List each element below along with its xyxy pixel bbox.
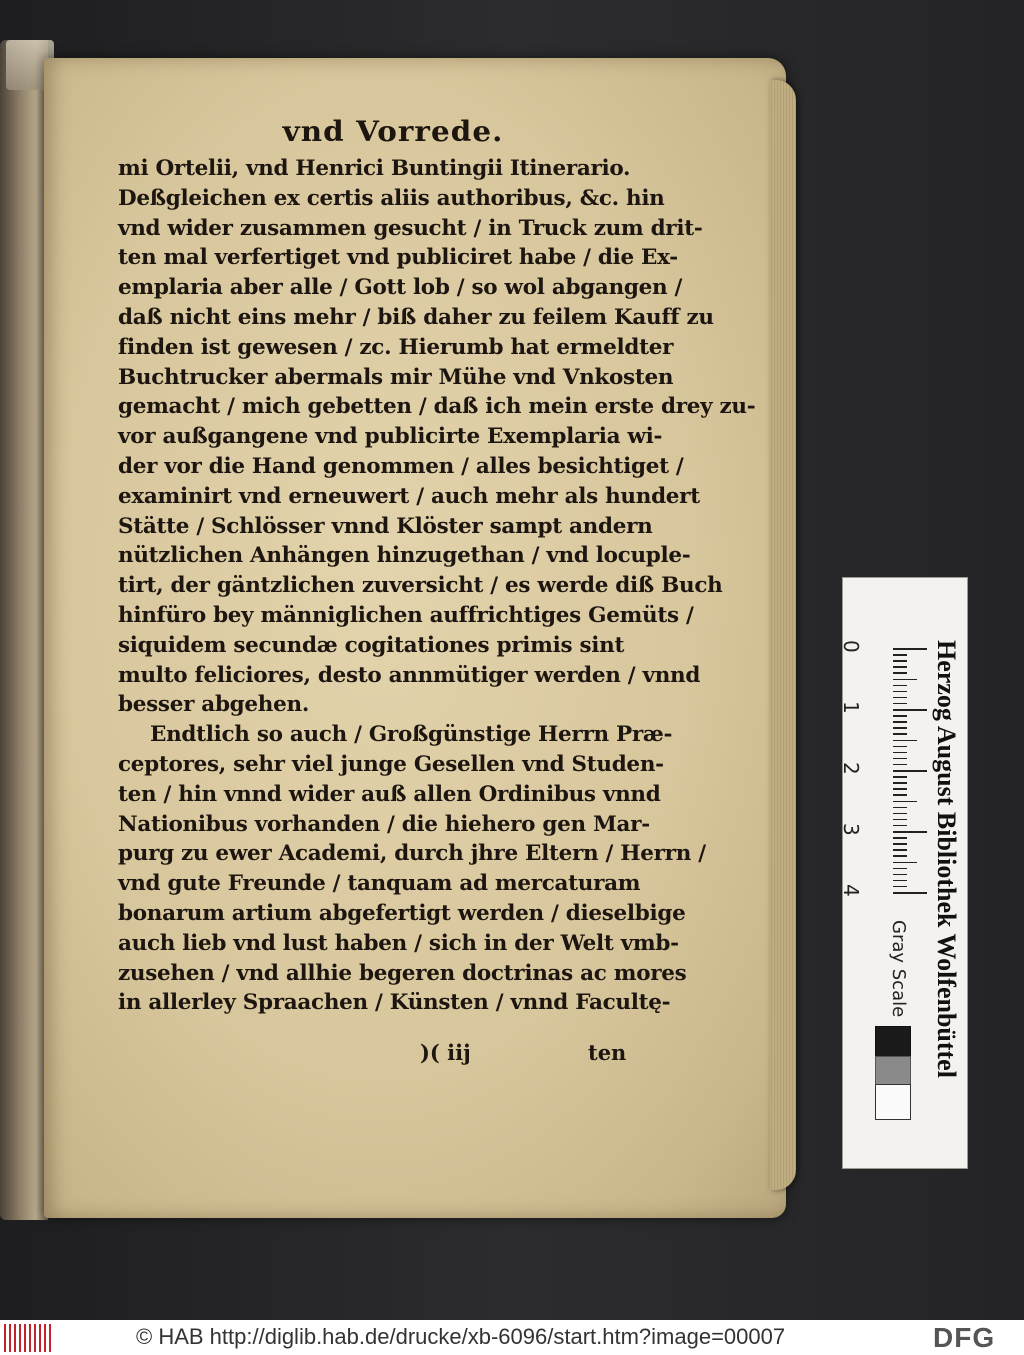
ruler-tick — [893, 764, 907, 766]
ruler-tick — [893, 740, 917, 742]
ruler-tick — [893, 843, 907, 845]
page-edges — [770, 80, 796, 1190]
running-head: vnd Vorrede. — [282, 115, 504, 148]
ruler-tick — [893, 782, 907, 784]
ruler-tick — [893, 746, 907, 748]
text-line: Deßgleichen ex certis aliis authoribus, &c. hin — [118, 185, 665, 211]
text-line: tirt, der gäntzlichen zuversicht / es werde diß Buch — [118, 573, 723, 599]
ruler-number: 0 — [839, 640, 863, 653]
ruler-tick — [893, 825, 907, 827]
ruler-tick — [893, 654, 907, 656]
text-line: Nationibus vorhanden / die hiehero gen Mar- — [118, 811, 650, 837]
ruler-tick — [893, 831, 927, 833]
ruler-number: 3 — [839, 823, 863, 836]
ruler-tick — [893, 855, 907, 857]
text-line: gemacht / mich gebetten / daß ich mein erste drey zu- — [118, 394, 756, 420]
color-scale-card — [839, 577, 968, 1169]
ruler-tick — [893, 685, 907, 687]
ruler-number: 4 — [839, 884, 863, 897]
ruler-tick — [893, 813, 907, 815]
credit-text: © HAB http://diglib.hab.de/drucke/xb-6096/start.htm?image=00007 — [136, 1324, 786, 1349]
credit-bar — [0, 1320, 1024, 1355]
ruler-tick — [893, 868, 907, 870]
ruler-tick — [893, 807, 907, 809]
page-footer — [420, 1040, 627, 1065]
ruler-tick — [893, 727, 907, 729]
text-line: nützlichen Anhängen hinzugethan / vnd locuple- — [118, 543, 691, 569]
ruler-tick — [893, 788, 907, 790]
text-line: vnd gute Freunde / tanquam ad mercaturam — [118, 871, 641, 897]
ruler-scale — [839, 640, 905, 898]
hab-logo-icon — [4, 1324, 54, 1352]
ruler-tick — [893, 752, 907, 754]
text-line: siquidem secundæ cogitationes primis sint — [118, 632, 625, 658]
text-line: in allerley Spraachen / Künsten / vnnd Facultę- — [118, 990, 671, 1016]
catchword: ten — [588, 1040, 627, 1065]
ruler-tick — [893, 758, 907, 760]
ruler-tick — [893, 679, 917, 681]
ruler-tick — [893, 886, 907, 888]
text-line: auch lieb vnd lust haben / sich in der Welt vmb- — [118, 930, 679, 956]
text-line: Stätte / Schlösser vnnd Klöster sampt andern — [118, 513, 653, 539]
gray-patch — [875, 1056, 911, 1086]
text-line: der vor die Hand genommen / alles besichtiget / — [118, 453, 684, 479]
ruler-tick — [893, 691, 907, 693]
ruler-tick — [893, 672, 907, 674]
ruler-tick — [893, 794, 907, 796]
black-patch — [875, 1026, 911, 1058]
ruler-tick — [893, 648, 927, 650]
gray-scale-label: Gray Scale — [888, 920, 909, 1018]
ruler-tick — [893, 703, 907, 705]
book-binding — [0, 40, 48, 1220]
text-line: bonarum artium abgefertigt werden / dieselbige — [118, 900, 686, 926]
text-line: vor außgangene vnd publicirte Exemplaria wi- — [118, 424, 663, 450]
institution-label: Herzog August Bibliothek Wolfenbüttel — [932, 640, 961, 1078]
page-text — [118, 115, 756, 1018]
text-line: Endtlich so auch / Großgünstige Herrn Præ- — [150, 722, 673, 748]
ruler-tick — [893, 862, 917, 864]
ruler-tick — [893, 660, 907, 662]
ruler-tick — [893, 776, 907, 778]
text-line: mi Ortelii, vnd Henrici Buntingii Itinerario. — [118, 156, 631, 181]
text-line: hinfüro bey männiglichen auffrichtiges Gemüts / — [118, 602, 694, 628]
text-line: zusehen / vnd allhie begeren doctrinas ac mores — [118, 960, 687, 986]
ruler-tick — [893, 697, 907, 699]
white-patch — [875, 1084, 911, 1120]
text-line: ten / hin vnnd wider auß allen Ordinibus vnnd — [118, 781, 661, 807]
text-line: emplaria aber alle / Gott lob / so wol abgangen / — [118, 275, 683, 301]
signature-mark: )( iij — [420, 1040, 471, 1065]
ruler-number: 2 — [839, 762, 863, 775]
ruler-tick — [893, 874, 907, 876]
text-line: ten mal verfertiget vnd publiciret habe / die Ex- — [118, 245, 678, 271]
dfg-logo: DFG — [933, 1322, 996, 1353]
ruler-tick — [893, 721, 907, 723]
text-line: besser abgehen. — [118, 692, 310, 718]
ruler-tick — [893, 849, 907, 851]
text-line: daß nicht eins mehr / biß daher zu feilem Kauff zu — [118, 304, 714, 330]
text-line: finden ist gewesen / zc. Hierumb hat ermeldter — [118, 334, 674, 360]
ruler-tick — [893, 837, 907, 839]
ruler-tick — [893, 770, 927, 772]
text-line: Buchtrucker abermals mir Mühe vnd Vnkosten — [118, 364, 674, 390]
ruler-tick — [893, 733, 907, 735]
ruler-tick — [893, 892, 927, 894]
ruler-tick — [893, 801, 917, 803]
text-line: purg zu ewer Academi, durch jhre Eltern / Herrn / — [118, 841, 706, 867]
text-line: vnd wider zusammen gesucht / in Truck zum drit- — [118, 215, 703, 241]
text-line: multo feliciores, desto annmütiger werden / vnnd — [118, 662, 701, 688]
ruler-tick — [893, 819, 907, 821]
ruler-number: 1 — [839, 701, 863, 714]
text-line: ceptores, sehr viel junge Gesellen vnd Studen- — [118, 751, 664, 777]
ruler-tick — [893, 715, 907, 717]
ruler-tick — [893, 666, 907, 668]
ruler-tick — [893, 709, 927, 711]
text-lines — [118, 154, 756, 1018]
ruler-tick — [893, 880, 907, 882]
text-line: examinirt vnd erneuwert / auch mehr als hundert — [118, 483, 700, 509]
